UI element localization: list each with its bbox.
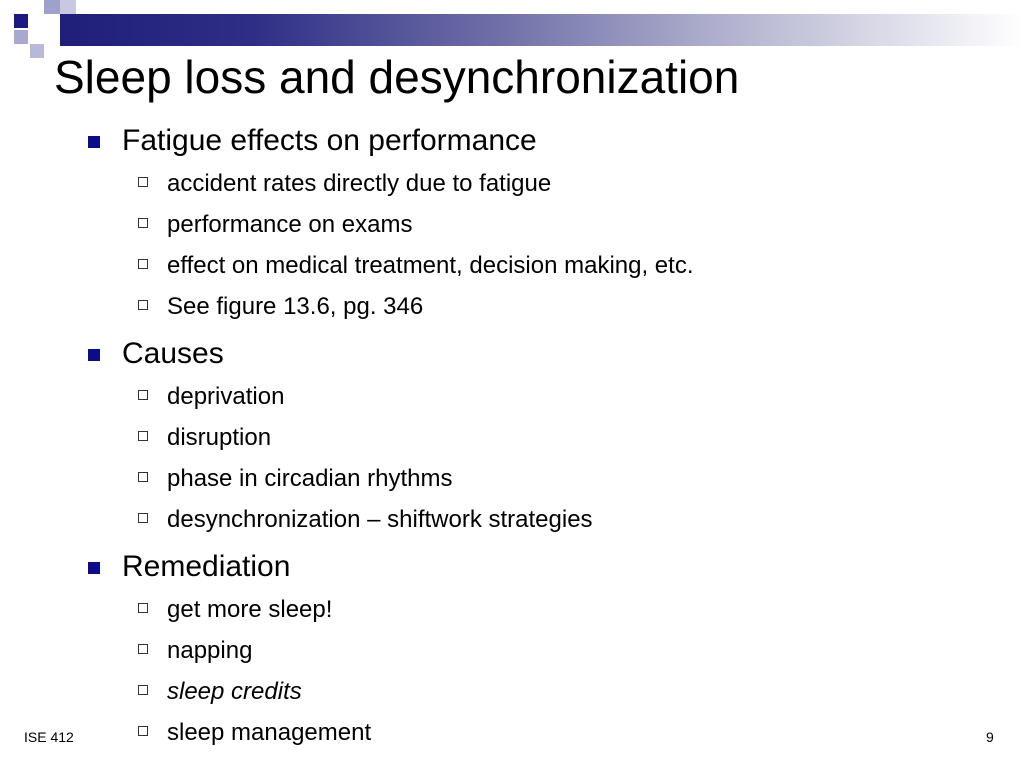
bullet-level-2: [138, 712, 988, 753]
hollow-square-bullet-icon: [138, 726, 148, 736]
bullet-text: deprivation: [167, 383, 285, 410]
bullet-text: desynchronization – shiftwork strategies: [167, 506, 593, 533]
hollow-square-bullet-icon: [138, 390, 148, 400]
hollow-square-bullet-icon: [138, 177, 148, 187]
hollow-square-bullet-icon: [138, 218, 148, 228]
page-number: 9: [986, 729, 994, 745]
section-remediation: [88, 545, 988, 753]
slide-body: [88, 119, 988, 758]
bullet-text: accident rates directly due to fatigue: [167, 170, 552, 197]
bullet-text: See figure 13.6, pg. 346: [167, 293, 424, 320]
square-bullet-icon: [88, 136, 100, 148]
bullet-level-1: [88, 332, 988, 376]
bullet-text: Remediation: [122, 550, 291, 583]
bullet-level-2: [138, 376, 988, 417]
square-bullet-icon: [88, 562, 100, 574]
bullet-level-1: [88, 545, 988, 589]
hollow-square-bullet-icon: [138, 431, 148, 441]
bullet-text: performance on exams: [167, 211, 413, 238]
bullet-text: sleep management: [167, 719, 372, 746]
hollow-square-bullet-icon: [138, 603, 148, 613]
bullet-level-2: [138, 286, 988, 327]
bullet-text: napping: [167, 637, 253, 664]
decorative-square: [14, 14, 28, 28]
bullet-level-1: [88, 119, 988, 163]
bullet-text: phase in circadian rhythms: [167, 465, 453, 492]
bullet-text: get more sleep!: [167, 596, 333, 623]
bullet-level-2: [138, 458, 988, 499]
hollow-square-bullet-icon: [138, 513, 148, 523]
decorative-square: [60, 0, 76, 14]
decorative-square: [14, 30, 28, 44]
bullet-text: Fatigue effects on performance: [122, 124, 537, 157]
decorative-square: [30, 44, 44, 58]
bullet-text: effect on medical treatment, decision making, etc.: [167, 252, 694, 279]
bullet-level-2: [138, 163, 988, 204]
square-bullet-icon: [88, 349, 100, 361]
bullet-level-2: [138, 204, 988, 245]
hollow-square-bullet-icon: [138, 472, 148, 482]
footer-course-label: ISE 412: [24, 729, 74, 745]
decorative-square: [44, 0, 60, 14]
header-band: [60, 14, 1024, 46]
hollow-square-bullet-icon: [138, 300, 148, 310]
bullet-level-2: [138, 417, 988, 458]
bullet-level-2: [138, 589, 988, 630]
bullet-level-2: [138, 245, 988, 286]
bullet-text: sleep credits: [167, 678, 302, 705]
decorative-square: [0, 0, 14, 14]
hollow-square-bullet-icon: [138, 685, 148, 695]
slide-title: Sleep loss and desynchronization: [54, 51, 740, 103]
bullet-level-2: [138, 671, 988, 712]
bullet-level-2: [138, 630, 988, 671]
hollow-square-bullet-icon: [138, 644, 148, 654]
bullet-text: disruption: [167, 424, 272, 451]
section-fatigue-effects: [88, 119, 988, 327]
hollow-square-bullet-icon: [138, 259, 148, 269]
bullet-text: Causes: [122, 337, 224, 370]
bullet-level-2: [138, 499, 988, 540]
section-causes: [88, 332, 988, 540]
decorative-square: [30, 14, 60, 44]
